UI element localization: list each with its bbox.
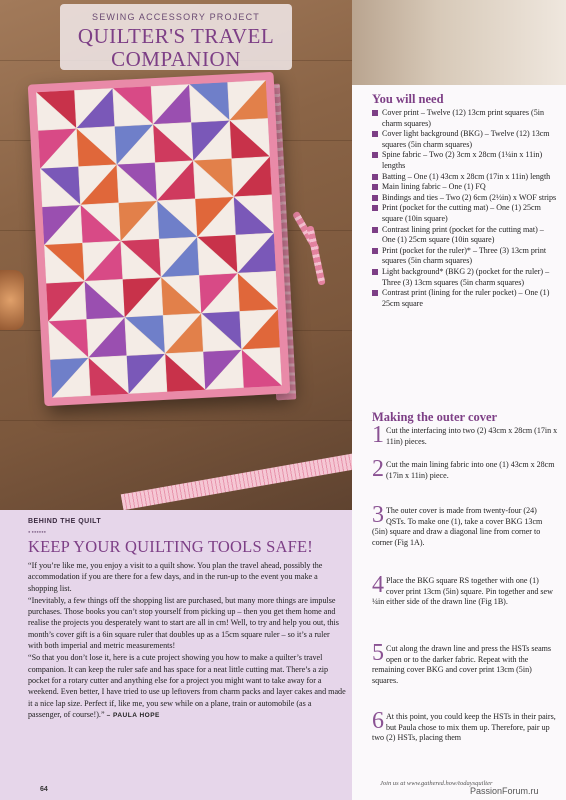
- step-6: [372, 708, 558, 744]
- bullet-square-icon: [372, 152, 378, 158]
- step-2: [372, 456, 558, 482]
- step-text: The outer cover is made from twenty-four (24) QSTs. To make one (1), take a cover BKG 13cm (5in) square and draw a diagonal line from corner to corner (Fig 1A).: [372, 506, 543, 547]
- list-item-text: Contrast lining print (pocket for the cutting mat) – One (1) 25cm square (10in square): [382, 224, 544, 245]
- list-item: [372, 267, 558, 288]
- outer-cover-heading: Making the outer cover: [372, 410, 498, 424]
- behind-the-quilt-label: BEHIND THE QUILT: [28, 518, 102, 525]
- step-number: 3: [372, 502, 384, 528]
- quilt-tie: [306, 225, 325, 285]
- list-item-text: Cover print – Twelve (12) 13cm print squares (5in charm squares): [382, 108, 544, 128]
- wood-plank-line: [0, 420, 352, 421]
- step-number: 2: [372, 456, 384, 482]
- thread-spool: [0, 270, 24, 330]
- quilt-cover: [28, 72, 291, 406]
- list-item: [372, 129, 558, 150]
- tape-measure: [121, 446, 352, 510]
- bullet-square-icon: [372, 195, 378, 201]
- bullet-square-icon: [372, 184, 378, 190]
- step-3: [372, 502, 558, 548]
- decorative-dots: ● ●●●●●●: [28, 529, 47, 534]
- step-text: Cut the interfacing into two (2) 43cm x 28cm (17in x 11in) pieces.: [386, 426, 558, 446]
- list-item-text: Print (pocket for the cutting mat) – One (1) 25cm square (10in square): [382, 203, 541, 223]
- materials-list: [372, 108, 558, 309]
- bullet-square-icon: [372, 205, 378, 211]
- watermark: PassionForum.ru: [470, 786, 539, 796]
- step-text: Cut the main lining fabric into one (1) 43cm x 28cm (17in x 11in) piece.: [386, 460, 555, 480]
- list-item: [372, 150, 558, 171]
- list-item: [372, 288, 558, 309]
- step-number: 5: [372, 640, 384, 666]
- bullet-square-icon: [372, 290, 378, 296]
- article-header: [0, 0, 352, 71]
- page-number: 64: [40, 786, 48, 793]
- list-item: [372, 193, 558, 204]
- step-text: At this point, you could keep the HSTs in their pairs, but Paula chose to mix them up. Therefore, pair up two (2) HSTs, placing them: [372, 712, 556, 743]
- body-paragraph: [28, 652, 346, 721]
- step-5: [372, 640, 558, 686]
- step-4: [372, 572, 558, 608]
- bullet-square-icon: [372, 131, 378, 137]
- author-credit: – PAULA HOPE: [106, 711, 160, 719]
- step-text: Cut along the drawn line and press the HSTs seams open or to the darker fabric. Repeat with the remaining cover BKG and cover print 13cm (5in) squares.: [372, 644, 552, 685]
- list-item: [372, 172, 558, 183]
- list-item-text: Contrast print (lining for the ruler pocket) – One (1) 25cm square: [382, 288, 550, 308]
- list-item: [372, 225, 558, 246]
- list-item: [372, 246, 558, 267]
- bullet-square-icon: [372, 269, 378, 275]
- quilt-pinwheel-pattern: [36, 80, 282, 398]
- list-item-text: Cover light background (BKG) – Twelve (12) 13cm squares (5in charm squares): [382, 129, 550, 149]
- instructions-column: [352, 0, 566, 800]
- bullet-square-icon: [372, 248, 378, 254]
- list-item-text: Spine fabric – Two (2) 3cm x 28cm (1¼in x 11in) lengths: [382, 150, 543, 170]
- behind-the-quilt-title: KEEP YOUR QUILTING TOOLS SAFE!: [28, 537, 313, 556]
- step-number: 4: [372, 572, 384, 598]
- list-item-text: Print (pocket for the ruler)* – Three (3) 13cm print squares (5in charm squares): [382, 245, 547, 266]
- photo-strip: [352, 0, 566, 85]
- list-item: [372, 203, 558, 224]
- you-will-need-heading: You will need: [372, 92, 444, 106]
- step-text: Place the BKG square RS together with one (1) cover print 13cm (5in) square. Pin together and sew ¼in either side of the drawn line (Fig 1B).: [372, 576, 553, 607]
- body-paragraph: “If you’re like me, you enjoy a visit to a quilt show. You plan the travel ahead, possibly the accommodation if you are there for a few days, and in the run-up to the event you make a shopping list.: [28, 561, 323, 593]
- behind-the-quilt-body: [28, 560, 346, 722]
- section-kicker: SEWING ACCESSORY PROJECT: [92, 12, 260, 22]
- bullet-square-icon: [372, 110, 378, 116]
- list-item: [372, 108, 558, 129]
- list-item: [372, 182, 558, 193]
- step-1: [372, 422, 558, 448]
- footer-link-text: Join us at www.gathered.how/todaysquilter: [380, 780, 493, 787]
- page-title-line2: COMPANION: [111, 47, 241, 71]
- bullet-square-icon: [372, 174, 378, 180]
- body-paragraph-text: “So that you don’t lose it, here is a cute project showing you how to make a quilter’s travel companion. It can keep the ruler safe and has space for a neat little cutting mat. There’s a zip pocket for a rotary cutter and anything else for a project you might want to take away for a weekend. Even better, I have tried to use up leftovers from charm packs and layer cakes and made it a nice lap size. Perfect if, like me, you sew while on a plane, train or automobile (as a passenger, of course!).”: [28, 653, 346, 719]
- behind-the-quilt-panel: [0, 510, 352, 800]
- step-number: 1: [372, 422, 384, 448]
- step-number: 6: [372, 708, 384, 734]
- bullet-square-icon: [372, 227, 378, 233]
- page-title-line1: QUILTER'S TRAVEL: [77, 24, 275, 48]
- list-item-text: Batting – One (1) 43cm x 28cm (17in x 11in) length: [382, 171, 551, 181]
- body-paragraph: “Inevitably, a few things off the shopping list are purchased, but many more things are impulse purchases. Those books you can’t stop yourself from picking up – then you get them home and realise the projects you desperately want to start are all in cm! Well, to try and help you out, this month’s cover gift is a 6in square ruler that doubles up as a 15cm square ruler – so it’s a ruler with both imperial and metric measurements!: [28, 595, 339, 651]
- list-item-text: Main lining fabric – One (1) FQ: [382, 182, 486, 192]
- hero-photo: [0, 0, 352, 510]
- list-item-text: Light background* (BKG 2) (pocket for the ruler) – Three (3) 13cm squares (5in charm squares): [382, 266, 550, 287]
- list-item-text: Bindings and ties – Two (2) 6cm (2½in) x WOF strips: [382, 192, 557, 202]
